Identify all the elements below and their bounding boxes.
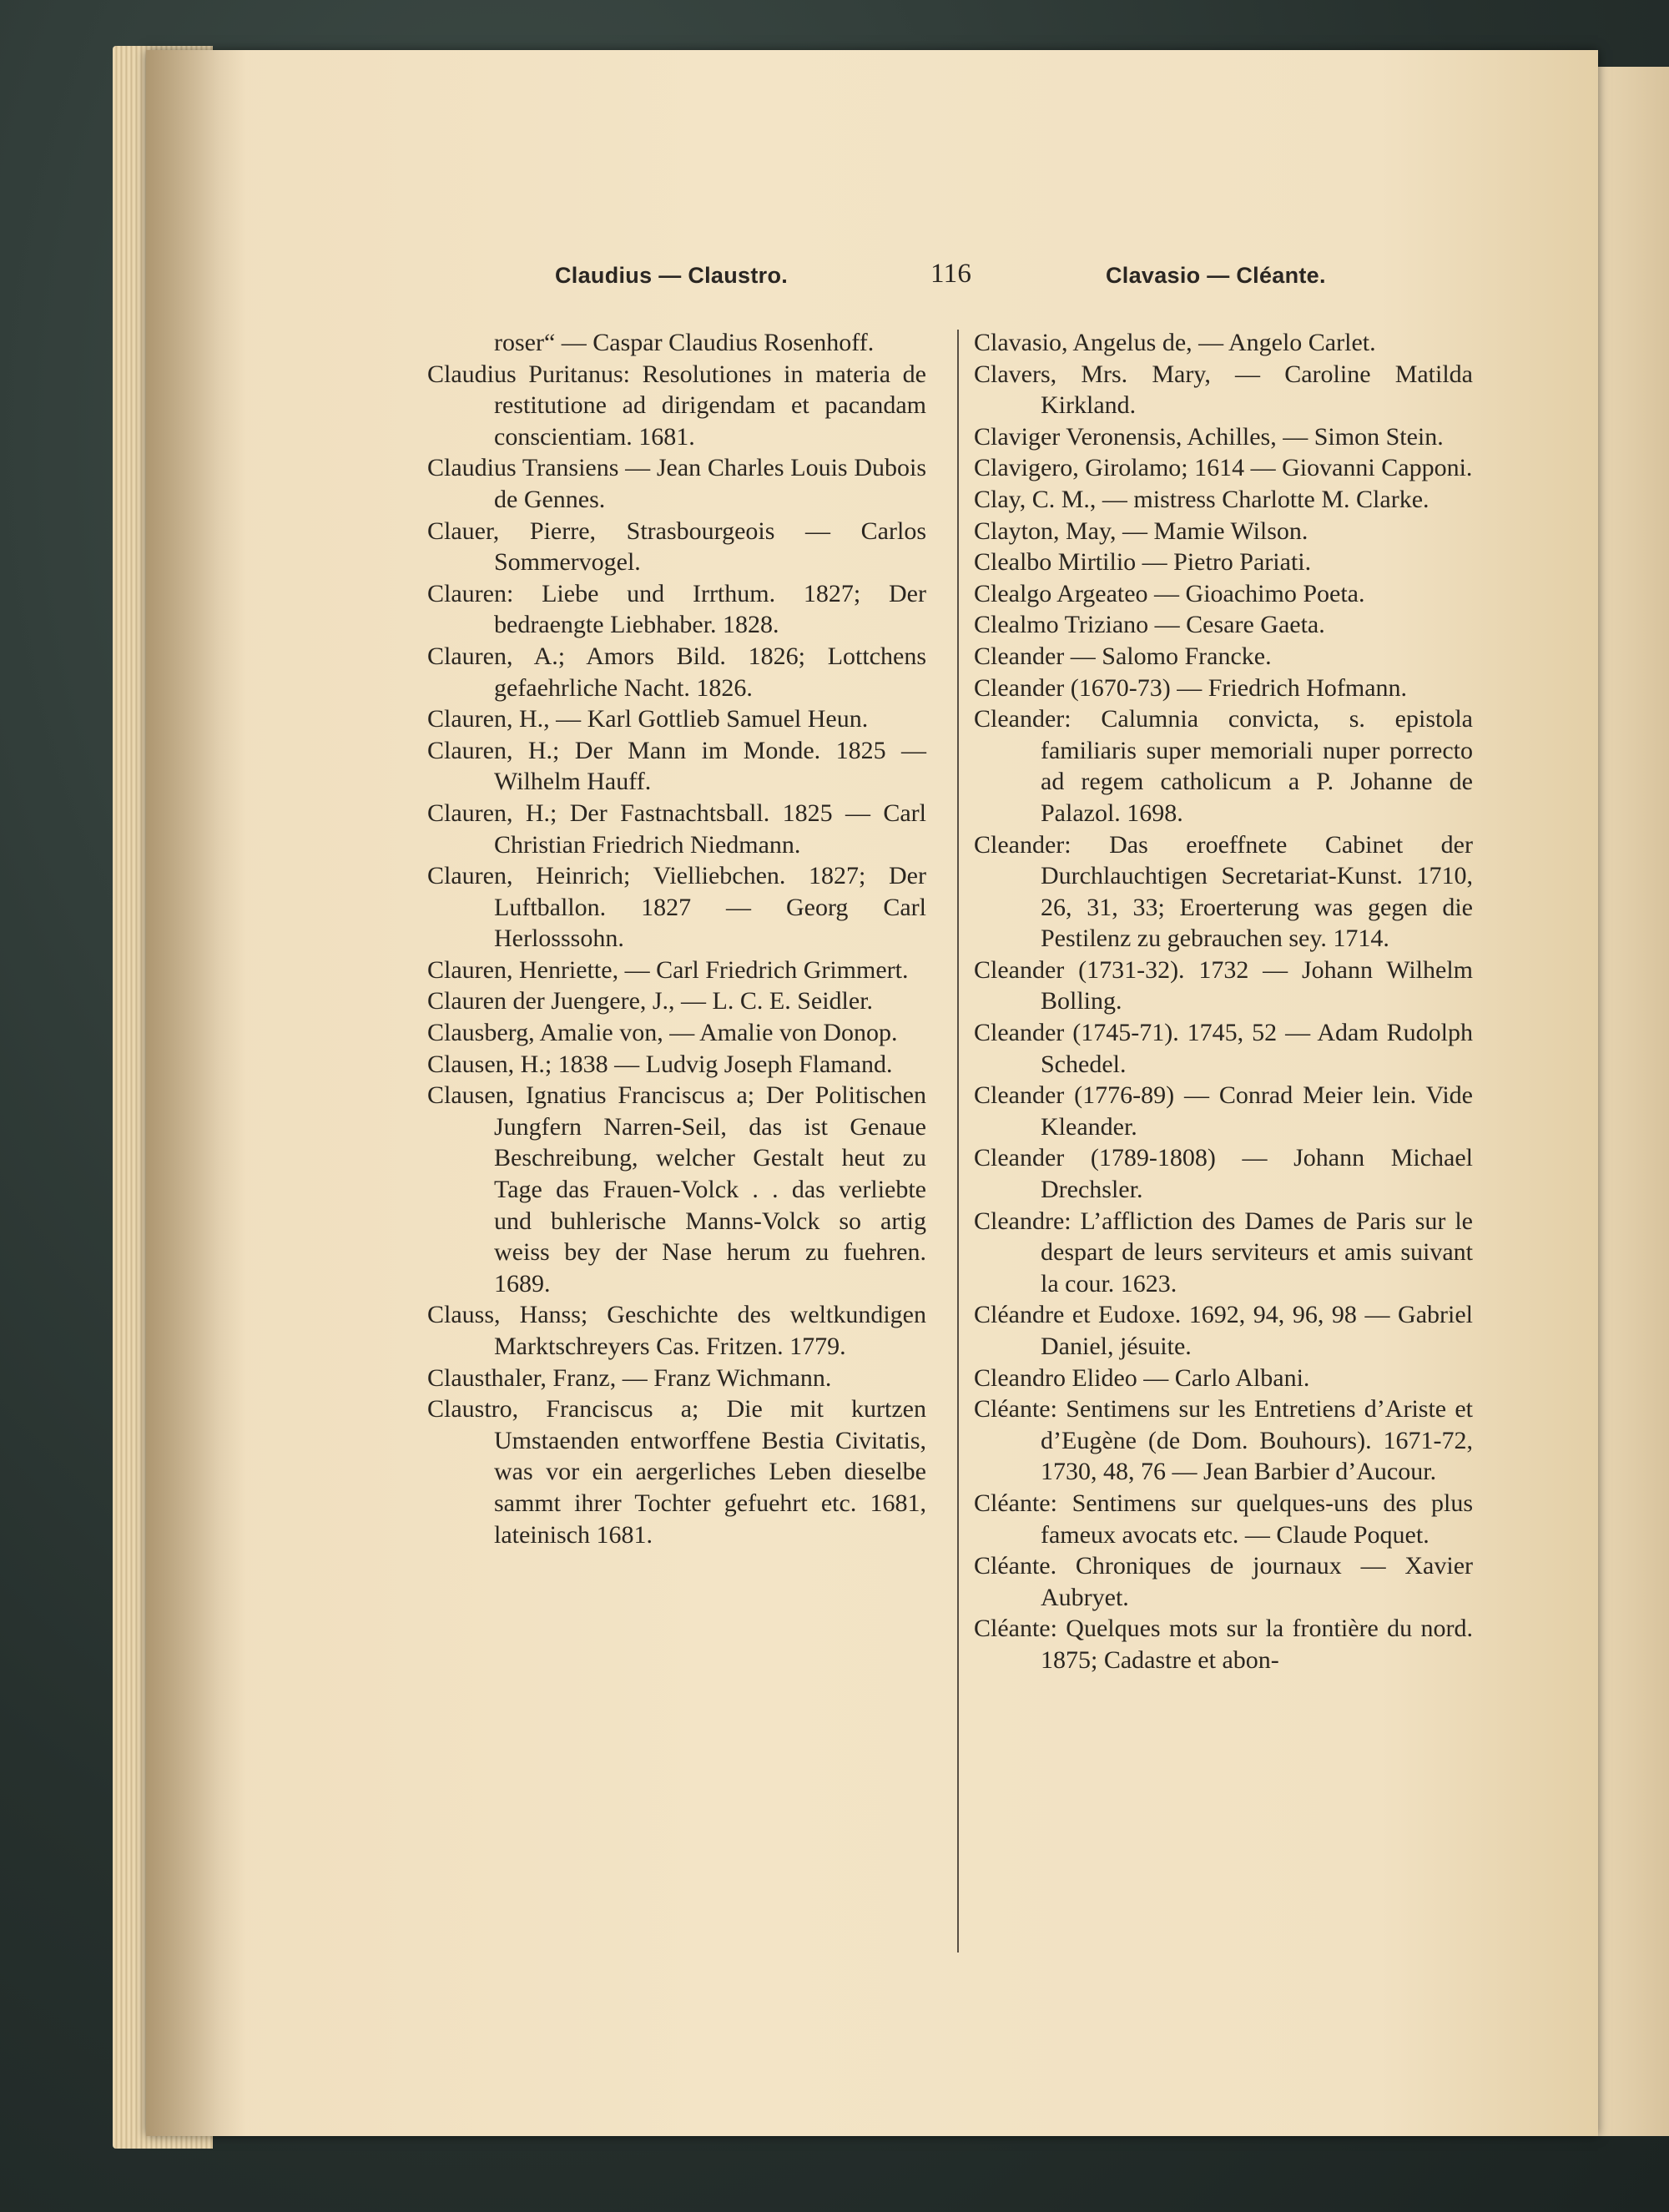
list-item: Clayton, May, — Mamie Wilson. — [974, 516, 1308, 545]
list-item: Clausberg, Amalie von, — Amalie von Donop. — [427, 1019, 898, 1047]
list-item: Cleander (1731-32). 1732 — Johann Wilhelm Bolling. — [974, 955, 1473, 1015]
list-item: Clauren, H.; Der Fastnachtsball. 1825 — Carl Christian Friedrich Niedmann. — [427, 799, 926, 859]
left-column — [427, 327, 926, 1550]
list-item: Clealgo Argeateo — Gioachimo Poeta. — [974, 579, 1365, 607]
running-header-left: Claudius — Claustro. — [555, 263, 789, 288]
list-item: Cleandro Elideo — Carlo Albani. — [974, 1363, 1310, 1392]
list-item: Clauren, H.; Der Mann im Monde. 1825 — Wilhelm Hauff. — [427, 736, 926, 796]
list-item: Claustro, Franciscus a; Die mit kurtzen Umstaenden entworffene Bestia Civitatis, was vor ein aergerliches Leben dieselbe sammt ihrer Tochter gefuehrt etc. 1681, lateinisch 1681. — [427, 1395, 926, 1549]
list-item: Cleander (1789-1808) — Johann Michael Drechsler. — [974, 1144, 1473, 1204]
list-item: Clavasio, Angelus de, — Angelo Carlet. — [974, 329, 1376, 356]
list-item: Claudius Puritanus: Resolutiones in materia de restitutione ad dirigendam et pacandam conscientiam. 1681. — [427, 360, 926, 451]
gutter-shadow — [146, 50, 246, 2136]
list-item: Clausthaler, Franz, — Franz Wichmann. — [427, 1363, 832, 1392]
column-divider — [957, 330, 959, 1953]
list-item: Cléante. Chroniques de journaux — Xavier Aubryet. — [974, 1552, 1473, 1611]
list-item: Cleander: Calumnia convicta, s. epistola familiaris super memoriali nuper porrecto ad regem catholicum a P. Johanne de Palazol. 1698. — [974, 705, 1473, 827]
list-item: Clausen, Ignatius Franciscus a; Der Politischen Jungfern Narren-Seil, das ist Genaue Beschreibung, welcher Gestalt heut zu Tage das Frauen-Volck . . das verliebte und buhlerische Manns-Volck so artig weiss bey der Nase herum zu fuehren. 1689. — [427, 1081, 926, 1297]
list-item: Clauren, Henriette, — Carl Friedrich Grimmert. — [427, 955, 909, 984]
list-item: Cléante: Sentimens sur les Entretiens d’Ariste et d’Eugène (de Dom. Bouhours). 1671-72, 1730, 48, 76 — Jean Barbier d’Aucour. — [974, 1395, 1473, 1486]
list-item: Clay, C. M., — mistress Charlotte M. Clarke. — [974, 485, 1429, 513]
list-item: Cléandre et Eudoxe. 1692, 94, 96, 98 — Gabriel Daniel, jésuite. — [974, 1301, 1473, 1360]
list-item: Clavigero, Girolamo; 1614 — Giovanni Capponi. — [974, 454, 1473, 482]
list-item: Clauren: Liebe und Irrthum. 1827; Der bedraengte Liebhaber. 1828. — [427, 579, 926, 639]
list-item: Cleander: Das eroeffnete Cabinet der Durchlauchtigen Secretariat-Kunst. 1710, 26, 31, 33; Eroerterung was gegen die Pestilenz zu gebrauchen sey. 1714. — [974, 830, 1473, 953]
list-item: Clauss, Hanss; Geschichte des weltkundigen Marktschreyers Cas. Fritzen. 1779. — [427, 1301, 926, 1360]
list-item: Clealbo Mirtilio — Pietro Pariati. — [974, 548, 1312, 577]
list-item: Clauren, A.; Amors Bild. 1826; Lottchens gefaehrliche Nacht. 1826. — [427, 642, 926, 702]
list-item: Cleander (1776-89) — Conrad Meier lein. Vide Kleander. — [974, 1081, 1473, 1141]
list-item: Cleander (1745-71). 1745, 52 — Adam Rudolph Schedel. — [974, 1019, 1473, 1078]
list-item: Cléante: Sentimens sur quelques-uns des plus fameux avocats etc. — Claude Poquet. — [974, 1489, 1473, 1549]
next-page-edge — [1594, 67, 1669, 2136]
list-item: Clauer, Pierre, Strasbourgeois — Carlos Sommervogel. — [427, 516, 926, 577]
list-item: Claviger Veronensis, Achilles, — Simon Stein. — [974, 422, 1444, 451]
list-item: Clauren, H., — Karl Gottlieb Samuel Heun. — [427, 705, 869, 733]
list-item: Cleandre: L’affliction des Dames de Paris sur le despart de leurs serviteurs et amis suivant la cour. 1623. — [974, 1207, 1473, 1297]
list-item: Clavers, Mrs. Mary, — Caroline Matilda Kirkland. — [974, 360, 1473, 420]
list-item: roser“ — Caspar Claudius Rosenhoff. — [494, 329, 875, 356]
list-item: Clauren, Heinrich; Vielliebchen. 1827; Der Luftballon. 1827 — Georg Carl Herlosssohn. — [427, 862, 926, 953]
list-item: Cleander — Salomo Francke. — [974, 642, 1272, 670]
list-item: Clealmo Triziano — Cesare Gaeta. — [974, 611, 1325, 639]
page-number: 116 — [930, 259, 972, 289]
right-column — [974, 327, 1473, 1676]
running-header-right: Clavasio — Cléante. — [1106, 263, 1326, 288]
list-item: Clauren der Juengere, J., — L. C. E. Seidler. — [427, 987, 874, 1015]
list-item: Clausen, H.; 1838 — Ludvig Joseph Flamand. — [427, 1050, 893, 1078]
list-item: Cleander (1670-73) — Friedrich Hofmann. — [974, 673, 1408, 702]
list-item: Claudius Transiens — Jean Charles Louis Dubois de Gennes. — [427, 454, 926, 513]
list-item: Cléante: Quelques mots sur la frontière du nord. 1875; Cadastre et abon- — [974, 1615, 1473, 1674]
